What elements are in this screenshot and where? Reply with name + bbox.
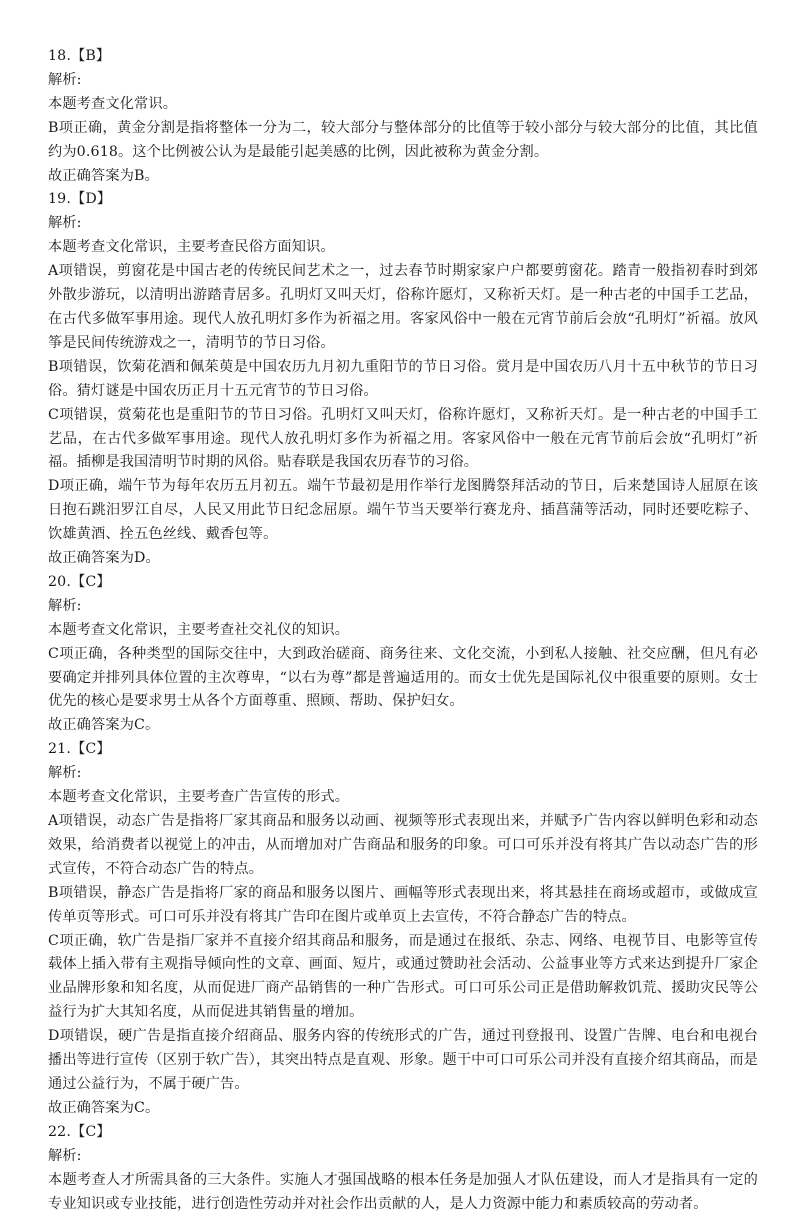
answer-conclusion: 故正确答案为C。 bbox=[48, 717, 160, 734]
question-block-18 bbox=[48, 45, 758, 188]
option-explanation: D项错误，硬广告是指直接介绍商品、服务内容的传统形式的广告，通过刊登报刊、设置广告牌、电台和电视台播出等进行宣传（区别于软广告），其突出特点是直观、形象。题干中可口可乐公司并没有直接介绍其商品，而是通过公益行为，不属于硬广告。 bbox=[48, 1028, 758, 1092]
answer-conclusion: 故正确答案为B。 bbox=[48, 167, 159, 184]
question-topic: 本题考查文化常识，主要考查广告宣传的形式。 bbox=[48, 789, 350, 806]
question-number: 20.【C】 bbox=[48, 573, 111, 590]
question-number: 19.【D】 bbox=[48, 191, 112, 208]
question-number: 22.【C】 bbox=[48, 1123, 111, 1140]
answer-analysis-page bbox=[48, 45, 758, 1216]
option-explanation: C项正确，各种类型的国际交往中，大到政治磋商、商务往来、文化交流，小到私人接触、社交应酬，但凡有必要确定并排列具体位置的主次尊卑，“以右为尊”都是普遍适用的。而女士优先是国际礼仪中很重要的原则。女士优先的核心是要求男士从各个方面尊重、照顾、帮助、保护妇女。 bbox=[48, 645, 758, 710]
question-block-19 bbox=[48, 188, 758, 571]
question-block-22 bbox=[48, 1121, 758, 1216]
option-explanation: C项错误，赏菊花也是重阳节的节日习俗。孔明灯又叫天灯，俗称许愿灯，又称祈天灯。是一种古老的中国手工艺品，在古代多做军事用途。现代人放孔明灯多作为祈福之用。客家风俗中一般在元宵节前后会放“孔明灯”祈福。插柳是我国清明节时期的风俗。贴春联是我国农历春节的习俗。 bbox=[48, 406, 758, 471]
question-topic: 本题考查文化常识，主要考查民俗方面知识。 bbox=[48, 239, 335, 256]
answer-conclusion: 故正确答案为C。 bbox=[48, 1099, 160, 1116]
question-block-21 bbox=[48, 738, 758, 1121]
analysis-label: 解析: bbox=[48, 765, 82, 782]
analysis-label: 解析: bbox=[48, 597, 82, 614]
question-topic: 本题考查文化常识。 bbox=[48, 95, 178, 112]
answer-conclusion: 故正确答案为D。 bbox=[48, 550, 160, 567]
question-topic: 本题考查文化常识，主要考查社交礼仪的知识。 bbox=[48, 621, 350, 638]
question-number: 18.【B】 bbox=[48, 48, 111, 64]
analysis-label: 解析: bbox=[48, 71, 82, 88]
option-explanation: A项错误，动态广告是指将厂家其商品和服务以动画、视频等形式表现出来，并赋予广告内容以鲜明色彩和动态效果，给消费者以视觉上的冲击，从而增加对广告商品和服务的印象。可口可乐并没有将其广告以动态广告的形式宣传，不符合动态广告的特点。 bbox=[48, 813, 758, 877]
option-explanation: B项错误，饮菊花酒和佩茱萸是中国农历九月初九重阳节的节日习俗。赏月是中国农历八月十五中秋节的节日习俗。猜灯谜是中国农历正月十五元宵节的节日习俗。 bbox=[48, 358, 758, 399]
option-explanation: B项错误，静态广告是指将厂家的商品和服务以图片、画幅等形式表现出来，将其悬挂在商场或超市，或做成宣传单页等形式。可口可乐并没有将其广告印在图片或单页上去宣传，不符合静态广告的特点。 bbox=[48, 884, 758, 925]
option-explanation: A项错误，剪窗花是中国古老的传统民间艺术之一，过去春节时期家家户户都要剪窗花。踏青一般指初春时到郊外散步游玩，以清明出游踏青居多。孔明灯又叫天灯，俗称许愿灯，又称祈天灯。是一种古老的中国手工艺品，在古代多做军事用途。现代人放孔明灯多作为祈福之用。客家风俗中一般在元宵节前后会放“孔明灯”祈福。放风筝是民间传统游戏之一，清明节的节日习俗。 bbox=[48, 263, 758, 351]
analysis-label: 解析: bbox=[48, 215, 82, 232]
option-explanation: D项正确，端午节为每年农历五月初五。端午节最初是用作举行龙图腾祭拜活动的节日，后来楚国诗人屈原在该日抱石跳汨罗江自尽，人民又用此节日纪念屈原。端午节当天要举行赛龙舟、插菖蒲等活动，同时还要吃粽子、饮雄黄酒、拴五色丝线、戴香包等。 bbox=[48, 478, 758, 543]
option-explanation: B项正确，黄金分割是指将整体一分为二，较大部分与整体部分的比值等于较小部分与较大部分的比值，其比值约为0.618。这个比例被公认为是最能引起美感的比例，因此被称为黄金分割。 bbox=[48, 119, 758, 160]
question-number: 21.【C】 bbox=[48, 741, 111, 758]
analysis-label: 解析: bbox=[48, 1147, 82, 1164]
question-topic: 本题考查人才所需具备的三大条件。实施人才强国战略的根本任务是加强人才队伍建设，而人才是指具有一定的专业知识或专业技能，进行创造性劳动并对社会作出贡献的人，是人力资源中能力和素质较高的劳动者。 bbox=[48, 1171, 758, 1212]
option-explanation: C项正确，软广告是指厂家并不直接介绍其商品和服务，而是通过在报纸、杂志、网络、电视节目、电影等宣传载体上插入带有主观指导倾向性的文章、画面、短片，或通过赞助社会活动、公益事业等方式来达到提升厂家企业品牌形象和知名度，从而促进厂商产品销售的一种广告形式。可口可乐公司正是借助解救饥荒、援助灾民等公益行为扩大其知名度，从而促进其销售量的增加。 bbox=[48, 932, 758, 1021]
question-block-20 bbox=[48, 571, 758, 738]
